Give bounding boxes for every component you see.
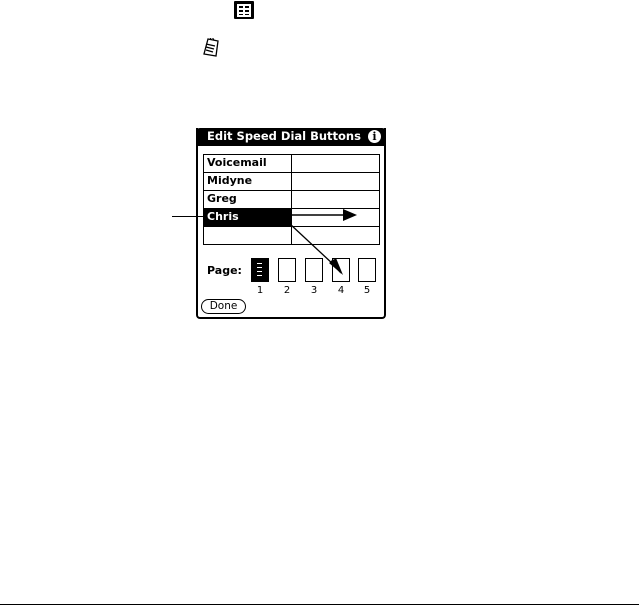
done-button[interactable]: Done: [201, 299, 246, 314]
speed-dial-row[interactable]: [204, 227, 379, 245]
callout-line: [172, 216, 204, 217]
page-5-button[interactable]: [358, 258, 376, 282]
dialog-title: Edit Speed Dial Buttons: [207, 129, 361, 143]
speed-dial-name[interactable]: Voicemail: [204, 155, 292, 172]
page-number: 4: [337, 285, 345, 296]
page-3-button[interactable]: [305, 258, 323, 282]
page-number: 2: [283, 285, 291, 296]
page-lines-icon: [257, 263, 262, 279]
speed-dial-number[interactable]: [292, 209, 379, 226]
speed-dial-name[interactable]: Midyne: [204, 173, 292, 190]
phone-app-icon: [202, 38, 220, 58]
speed-dial-number[interactable]: [292, 173, 379, 190]
page-4-button[interactable]: [332, 258, 350, 282]
page-number: 1: [256, 285, 264, 296]
speed-dial-name[interactable]: Greg: [204, 191, 292, 208]
speed-dial-row[interactable]: [204, 155, 379, 173]
speed-dial-row-selected[interactable]: [204, 209, 379, 227]
page-number: 3: [310, 285, 318, 296]
dialog-title-bar: [196, 128, 386, 146]
speed-dial-table: [203, 154, 380, 245]
page-number: 5: [363, 285, 371, 296]
speed-dial-number[interactable]: [292, 227, 379, 244]
speed-dial-number[interactable]: [292, 191, 379, 208]
info-icon[interactable]: i: [368, 130, 381, 143]
page-label: Page:: [207, 264, 242, 277]
speed-dial-grid-icon: [234, 1, 254, 19]
page-2-button[interactable]: [278, 258, 296, 282]
speed-dial-name[interactable]: [204, 227, 292, 244]
speed-dial-number[interactable]: [292, 155, 379, 172]
speed-dial-row[interactable]: [204, 173, 379, 191]
speed-dial-name[interactable]: Chris: [204, 209, 292, 226]
page-bottom-rule: [0, 604, 639, 605]
speed-dial-row[interactable]: [204, 191, 379, 209]
page-1-button[interactable]: [251, 258, 269, 282]
